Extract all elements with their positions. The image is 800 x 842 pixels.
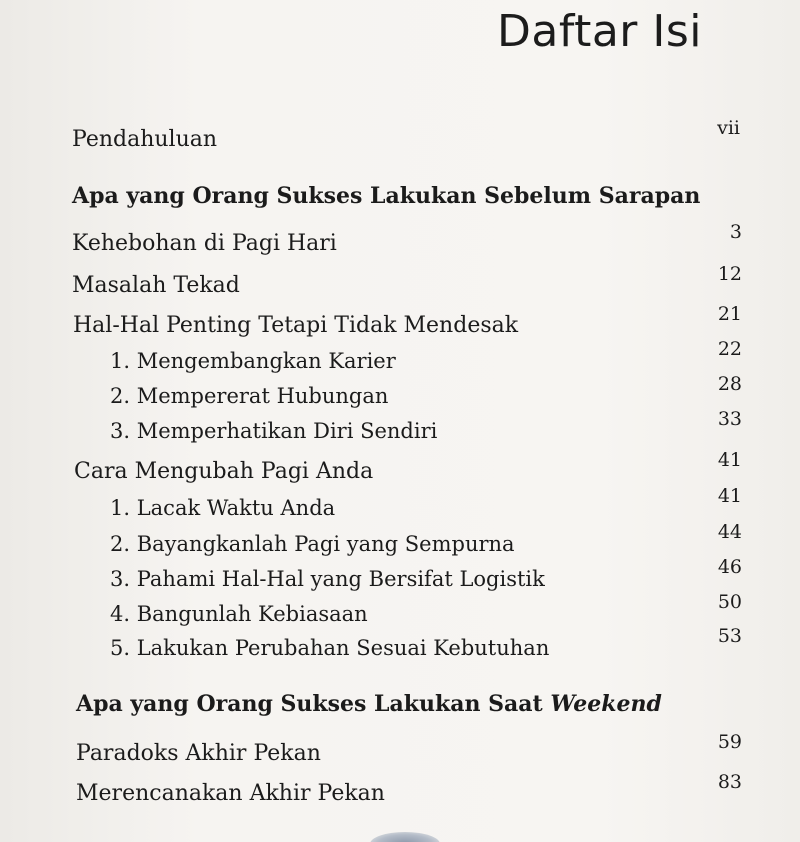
toc-entry [0,373,800,416]
toc-entry [0,521,800,564]
toc-entry [0,408,800,451]
toc-entry-intro [0,117,800,160]
toc-entry-page: 22 [717,338,742,360]
toc-entry [0,771,800,814]
toc-entry-page: 21 [717,303,742,325]
toc-entry-label: Masalah Tekad [72,273,240,298]
toc-entry-page: 41 [717,449,742,471]
toc-entry-label: 3. Pahami Hal-Hal yang Bersifat Logistik [110,567,545,591]
toc-entry-label: Hal-Hal Penting Tetapi Tidak Mendesak [73,313,519,338]
section-heading: Apa yang Orang Sukses Lakukan Sebelum Sarapan [72,183,701,209]
toc-entry-page: 50 [717,591,742,613]
toc-entry-label: 1. Lacak Waktu Anda [110,496,336,520]
toc-entry-page: 59 [717,731,742,753]
toc-entry-page: 44 [717,521,742,543]
page-title: Daftar Isi [497,6,702,57]
toc-entry-label: Paradoks Akhir Pekan [76,741,321,766]
toc-entry-page: 12 [717,263,742,285]
toc-entry-label: Merencanakan Akhir Pekan [76,781,385,806]
toc-entry [0,556,800,599]
toc-entry-page: 33 [717,408,742,430]
toc-entry-label: 5. Lakukan Perubahan Sesuai Kebutuhan [110,636,550,660]
section-heading-text: Apa yang Orang Sukses Lakukan Saat [76,691,551,717]
decorative-smudge [370,832,440,842]
toc-entry [0,625,800,668]
toc-entry [0,731,800,774]
toc-entry [0,591,800,634]
section-heading-emphasis: Weekend [550,691,662,717]
toc-entry [0,338,800,381]
toc-entry-page: 41 [717,485,742,507]
toc-entry-label: Cara Mengubah Pagi Anda [74,459,374,484]
toc-entry [0,303,800,346]
toc-entry-label: 2. Mempererat Hubungan [110,384,389,408]
toc-entry-page: vii [717,117,740,139]
toc-entry-label: 1. Mengembangkan Karier [110,349,396,373]
toc-entry-label: Pendahuluan [72,127,218,152]
toc-entry-page: 83 [717,771,742,793]
toc-entry [0,485,800,528]
toc-entry-label: 3. Memperhatikan Diri Sendiri [110,419,438,443]
section-heading [76,690,662,718]
toc-entry-label: 4. Bangunlah Kebiasaan [110,602,368,626]
toc-entry-page: 46 [717,556,742,578]
toc-entry [0,221,800,264]
toc-entry [0,263,800,306]
toc-entry-page: 53 [717,625,742,647]
toc-entry-page: 3 [729,221,742,243]
toc-entry-label: 2. Bayangkanlah Pagi yang Sempurna [110,532,515,556]
toc-entry-page: 28 [717,373,742,395]
toc-entry-label: Kehebohan di Pagi Hari [72,231,337,256]
toc-entry [0,449,800,492]
